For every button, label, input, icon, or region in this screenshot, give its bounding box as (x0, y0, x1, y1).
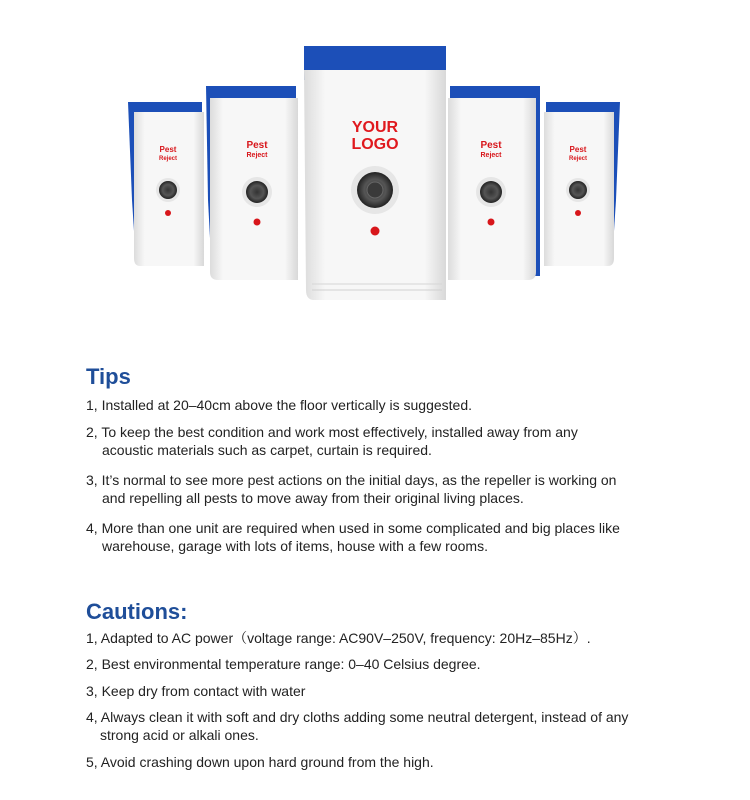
tip-item-3 (86, 471, 726, 507)
caution-item-1-line1: 1, Adapted to AC power（voltage range: AC90V–250V, frequency: 20Hz–85Hz）. (86, 630, 591, 646)
tip-item-4-line1: 4, More than one unit are required when used in some complicated and big places like (86, 520, 620, 536)
caution-item-5-line1: 5, Avoid crashing down upon hard ground from the high. (86, 754, 434, 770)
badge-text-bottom: Reject (246, 152, 268, 159)
tip-item-2-line1: 2, To keep the best condition and work most effectively, installed away from any (86, 424, 578, 440)
caution-item-3 (86, 682, 726, 700)
caution-item-4 (86, 708, 726, 744)
caution-item-4-line2: strong acid or alkali ones. (100, 727, 259, 743)
badge-text-top: Pest (246, 140, 268, 151)
tip-item-1-line1: 1, Installed at 20–40cm above the floor vertically is suggested. (86, 397, 472, 413)
repeller-unit-left (206, 86, 298, 280)
cautions-heading: Cautions: (86, 599, 188, 624)
cautions-section (86, 599, 706, 625)
tip-item-1 (86, 396, 726, 414)
repeller-unit-far-left (128, 102, 204, 266)
caution-item-4-line1: 4, Always clean it with soft and dry cloths adding some neutral detergent, instead of any (86, 709, 629, 725)
caution-item-2 (86, 655, 726, 673)
tip-item-2-line2: acoustic materials such as carpet, curtain is required. (102, 442, 432, 458)
badge-text-bottom: Reject (158, 156, 178, 162)
logo-text-bottom: LOGO (351, 136, 399, 153)
tip-item-4-line2: warehouse, garage with lots of items, house with a few rooms. (102, 538, 488, 554)
caution-item-2-line1: 2, Best environmental temperature range: 0–40 Celsius degree. (86, 656, 481, 672)
badge-text-top: Pest (569, 145, 587, 154)
repeller-unit-center (304, 46, 446, 300)
tip-item-3-line2: and repelling all pests to move away from their original living places. (102, 490, 524, 506)
tip-item-3-line1: 3, It’s normal to see more pest actions on the initial days, as the repeller is working on (86, 472, 617, 488)
caution-item-1 (86, 629, 726, 647)
tip-item-4 (86, 519, 726, 555)
caution-item-3-line1: 3, Keep dry from contact with water (86, 683, 306, 699)
logo-text-top: YOUR (351, 119, 399, 136)
repeller-unit-right (448, 86, 540, 280)
repeller-unit-far-right (544, 102, 620, 266)
tips-heading: Tips (86, 364, 131, 389)
caution-item-5 (86, 753, 726, 771)
tips-section (86, 364, 706, 390)
badge-text-top: Pest (159, 145, 177, 154)
badge-text-bottom: Reject (480, 152, 502, 159)
badge-text-top: Pest (480, 140, 502, 151)
product-illustration (0, 0, 750, 320)
tip-item-2 (86, 423, 726, 459)
badge-text-bottom: Reject (568, 156, 588, 162)
